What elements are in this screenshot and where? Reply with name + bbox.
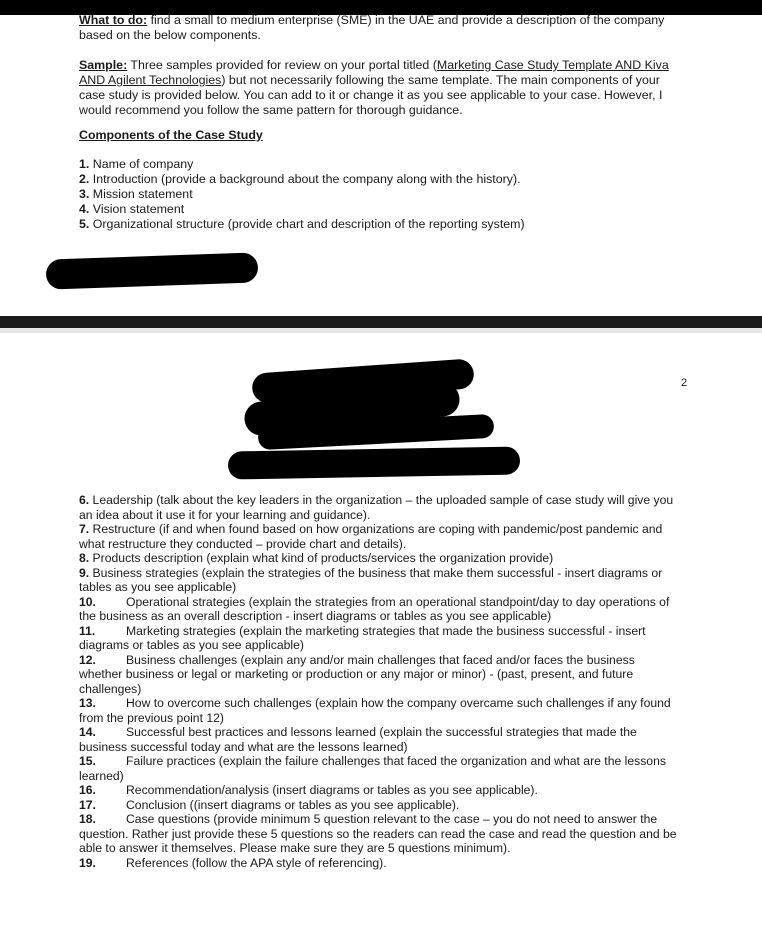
list-item (79, 798, 679, 813)
item-text: Restructure (if and when found based on how organizations are coping with pandemic/post pandemic and what restructure they conducted – provide chart and details). (79, 522, 663, 551)
redaction-mark (46, 252, 259, 289)
item-text: Leadership (talk about the key leaders in the organization – the uploaded sample of case study will give you an idea about it use it for your learning and guidance). (79, 493, 674, 522)
item-number: 16. (79, 783, 96, 797)
sample-post-text: ) but not necessarily following the same template. The main components of your case study is provided below. You can add to it or change it as you see applicable to your case. However, I would recommend you follow the same pattern for thorough guidance. (79, 73, 663, 117)
list-item (79, 754, 679, 783)
list-item (79, 551, 679, 566)
list-item (79, 624, 679, 653)
component-text: Vision statement (89, 202, 185, 216)
item-number: 13. (79, 696, 96, 710)
item-number: 14. (79, 725, 96, 739)
component-text: Mission statement (89, 187, 193, 201)
item-number: 6. (79, 493, 90, 507)
components-heading: Components of the Case Study (79, 128, 263, 142)
page-2-content (79, 493, 679, 870)
component-text: Introduction (provide a background about the company along with the history). (89, 172, 521, 186)
item-text: How to overcome such challenges (explain how the company overcame such challenges if any found from the previous point 12) (79, 696, 671, 725)
item-text: Business challenges (explain any and/or main challenges that faced and/or faces the business whether business or legal or marketing or production or any major or minor) - (past, present, and future challenges) (79, 652, 635, 696)
list-item (79, 522, 679, 551)
item-text: Marketing strategies (explain the marketing strategies that made the business successful - insert diagrams or tables as you see applicable) (79, 623, 646, 652)
list-item (79, 856, 679, 871)
list-item (79, 696, 679, 725)
sample-paragraph (79, 58, 689, 118)
components-list (79, 157, 689, 232)
item-number: 9. (79, 565, 90, 580)
list-item (79, 783, 679, 798)
item-number: 12. (79, 652, 96, 667)
item-number: 15. (79, 754, 96, 768)
what-to-do-label: What to do: (79, 13, 148, 27)
component-item (79, 202, 689, 217)
page-separator (0, 316, 762, 328)
item-number: 19. (79, 855, 96, 870)
item-text: Recommendation/analysis (insert diagrams or tables as you see applicable). (126, 783, 538, 797)
item-text: Case questions (provide minimum 5 question relevant to the case – you do not need to answer the question. Rather just provide these 5 questions so the readers can read the case and read the question and be able to answer it themselves. Please make sure they are 5 questions minimum). (79, 812, 677, 855)
page-separator-shadow (0, 328, 762, 333)
item-text: Business strategies (explain the strategies of the business that make them successful - insert diagrams or tables as you see applicable) (79, 565, 663, 594)
what-to-do-text: find a small to medium enterprise (SME) in the UAE and provide a description of the company based on the below components. (79, 13, 665, 42)
item-number: 18. (79, 812, 96, 826)
list-item (79, 653, 679, 697)
item-number: 11. (79, 623, 96, 638)
component-number: 3. (79, 187, 90, 201)
component-item (79, 187, 689, 202)
item-text: Conclusion ((insert diagrams or tables as you see applicable). (126, 797, 460, 812)
list-item (79, 493, 679, 522)
list-item (79, 566, 679, 595)
list-item (79, 595, 679, 624)
item-text: Failure practices (explain the failure challenges that faced the organization and what are the lessons learned) (79, 754, 666, 783)
item-text: Operational strategies (explain the strategies from an operational standpoint/day to day operations of the business as an overall description - insert diagrams or tables as you see applicable) (79, 594, 670, 623)
component-item (79, 157, 689, 172)
item-number: 8. (79, 551, 90, 565)
page-1-content (79, 13, 689, 232)
component-number: 4. (79, 202, 90, 216)
item-number: 7. (79, 522, 90, 536)
sample-label: Sample: (79, 58, 128, 72)
component-number: 5. (79, 217, 90, 231)
item-number: 10. (79, 594, 96, 609)
what-to-do-paragraph (79, 13, 689, 43)
component-item (79, 172, 689, 187)
redaction-mark (228, 446, 520, 479)
sample-pre-text: Three samples provided for review on your portal titled ( (127, 58, 437, 72)
list-item (79, 725, 679, 754)
list-item (79, 812, 679, 856)
sample-link-text: Marketing Case Study Template AND Kiva AND Agilent Technologies (79, 58, 669, 87)
component-number: 2. (79, 172, 90, 186)
page-number: 2 (681, 377, 688, 389)
component-number: 1. (79, 157, 90, 171)
component-text: Name of company (89, 157, 194, 171)
item-number: 17. (79, 797, 96, 812)
component-text: Organizational structure (provide chart and description of the reporting system) (89, 217, 525, 231)
component-item (79, 217, 689, 232)
item-text: Successful best practices and lessons learned (explain the successful strategies that made the business successful today and what are the lessons learned) (79, 725, 637, 754)
item-text: References (follow the APA style of referencing). (126, 855, 387, 870)
item-text: Products description (explain what kind of products/services the organization provide) (89, 551, 554, 565)
